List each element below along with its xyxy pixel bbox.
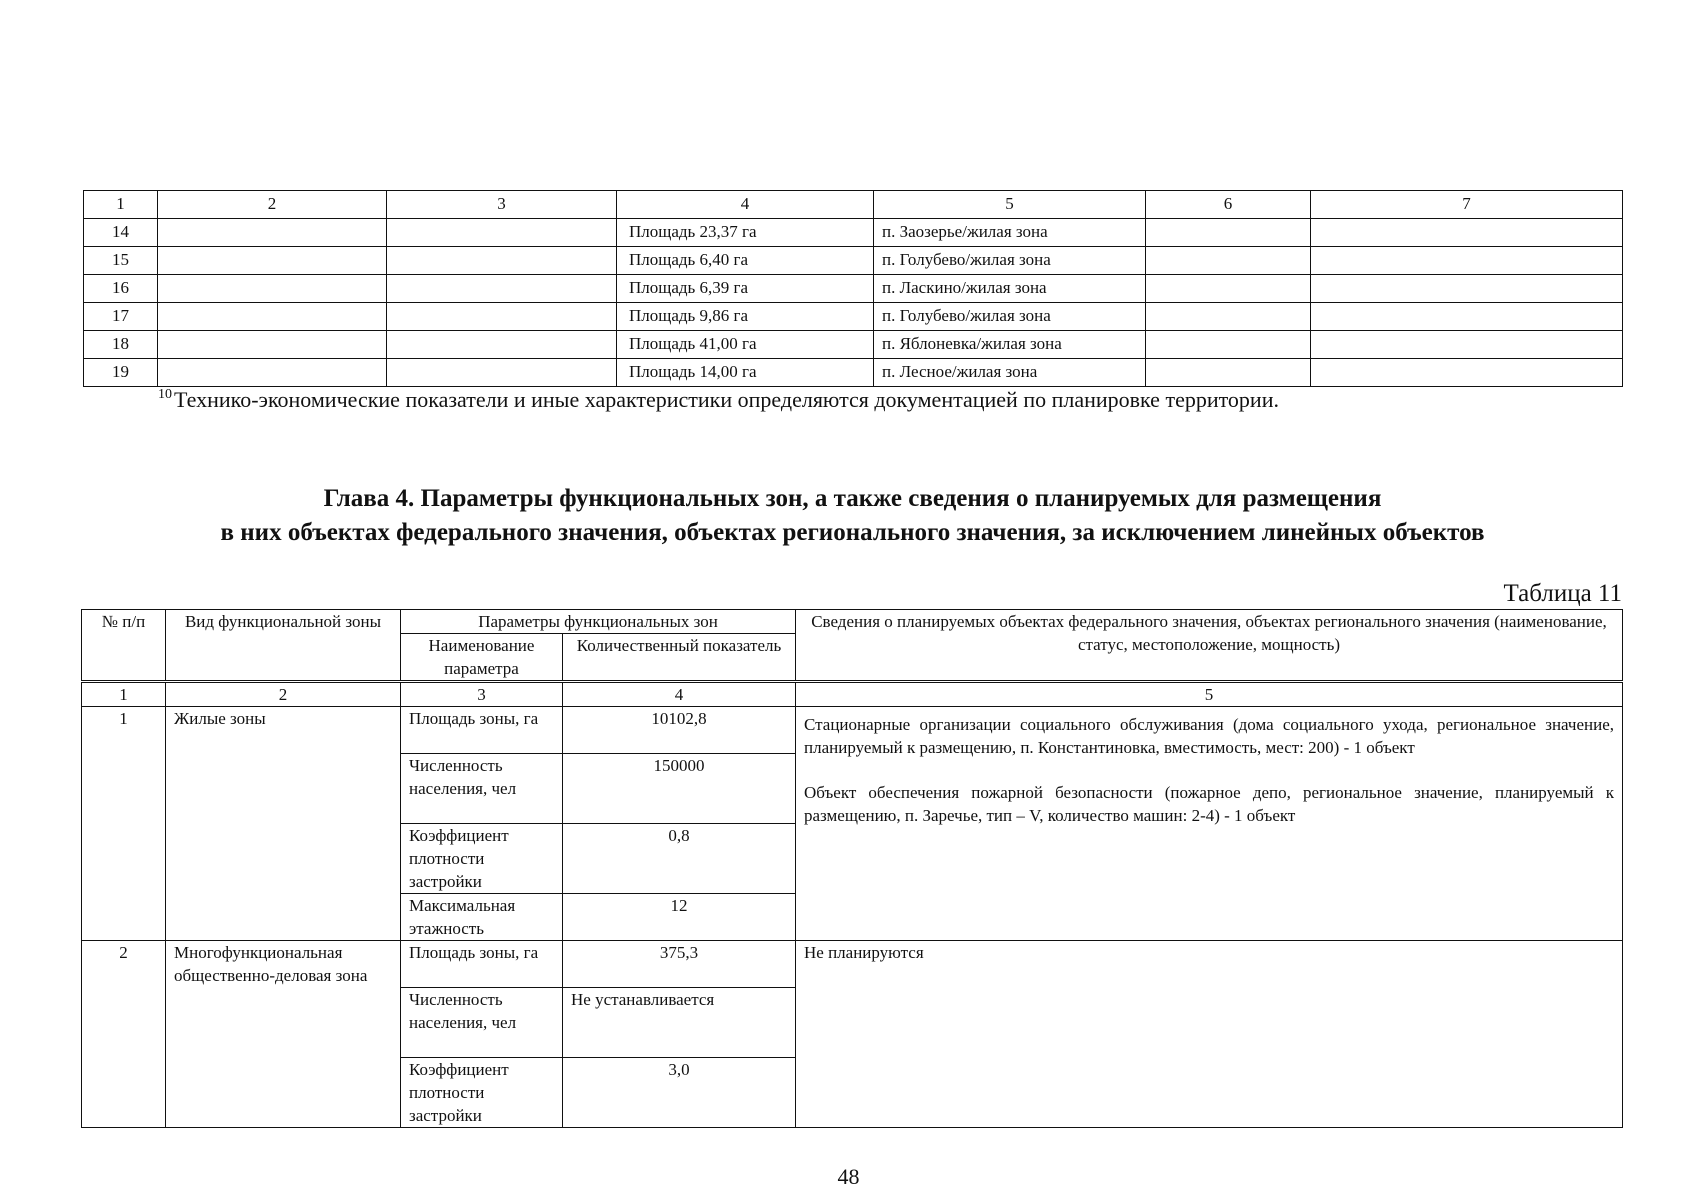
location-cell: п. Яблоневка/жилая зона <box>874 331 1146 359</box>
param-name: Площадь зоны, га <box>401 707 563 754</box>
param-value: 3,0 <box>563 1058 796 1128</box>
header-zone-type: Вид функциональной зоны <box>166 610 401 682</box>
col-number: 3 <box>401 682 563 707</box>
param-name: Максимальная этажность <box>401 894 563 941</box>
param-value: 0,8 <box>563 824 796 894</box>
area-cell: Площадь 41,00 га <box>617 331 874 359</box>
header-param-value: Количественный показатель <box>563 634 796 682</box>
table-row <box>84 219 1623 247</box>
area-cell: Площадь 6,39 га <box>617 275 874 303</box>
param-value: Не устанавливается <box>563 988 796 1058</box>
header-cell: 6 <box>1146 191 1311 219</box>
page-number: 48 <box>837 1164 860 1189</box>
col-number: 4 <box>563 682 796 707</box>
footnote-mark: 10 <box>158 387 172 402</box>
param-name: Численность населения, чел <box>401 988 563 1058</box>
header-num: № п/п <box>82 610 166 682</box>
planned-objects: Не планируются <box>796 941 1623 1128</box>
table-row <box>84 331 1623 359</box>
table-row <box>82 707 1623 754</box>
row-number: 19 <box>84 359 158 387</box>
chapter-heading-line1: Глава 4. Параметры функциональных зон, а также сведения о планируемых для размещения <box>323 485 1382 512</box>
zone-name: Многофункциональная общественно-деловая зона <box>166 941 401 1128</box>
zones-table <box>81 609 1623 1128</box>
header-cell: 7 <box>1311 191 1623 219</box>
chapter-heading <box>83 482 1622 550</box>
planned-object: Объект обеспечения пожарной безопасности (пожарное депо, региональное значение, планируемый к размещению, п. Заречье, тип – V, количество машин: 2-4) - 1 объект <box>804 783 1615 825</box>
header-cell: 5 <box>874 191 1146 219</box>
chapter-heading-line2: в них объектах федерального значения, объектах регионального значения, за исключением линейных объектов <box>220 519 1485 546</box>
row-number: 18 <box>84 331 158 359</box>
header-cell: 1 <box>84 191 158 219</box>
footnote <box>158 387 1279 413</box>
param-name: Коэффициент плотности застройки <box>401 1058 563 1128</box>
col-number: 5 <box>796 682 1623 707</box>
row-number: 16 <box>84 275 158 303</box>
continuation-table <box>83 190 1623 387</box>
table-row <box>82 941 1623 988</box>
row-number: 14 <box>84 219 158 247</box>
area-cell: Площадь 14,00 га <box>617 359 874 387</box>
location-cell: п. Заозерье/жилая зона <box>874 219 1146 247</box>
header-cell: 3 <box>387 191 617 219</box>
location-cell: п. Ласкино/жилая зона <box>874 275 1146 303</box>
param-name: Численность населения, чел <box>401 754 563 824</box>
param-value: 12 <box>563 894 796 941</box>
row-number: 17 <box>84 303 158 331</box>
table-row <box>84 275 1623 303</box>
col-number: 2 <box>166 682 401 707</box>
planned-objects <box>796 707 1623 941</box>
area-cell: Площадь 9,86 га <box>617 303 874 331</box>
param-value: 375,3 <box>563 941 796 988</box>
location-cell: п. Голубево/жилая зона <box>874 303 1146 331</box>
table-row <box>84 359 1623 387</box>
header-params: Параметры функциональных зон <box>401 610 796 634</box>
column-numbers-row <box>82 682 1623 707</box>
col-number: 1 <box>82 682 166 707</box>
row-number: 15 <box>84 247 158 275</box>
table-header-row <box>84 191 1623 219</box>
table-row <box>84 303 1623 331</box>
location-cell: п. Голубево/жилая зона <box>874 247 1146 275</box>
header-objects: Сведения о планируемых объектах федерального значения, объектах регионального значения (наименование, статус, местоположение, мощность) <box>796 610 1623 682</box>
param-name: Коэффициент плотности застройки <box>401 824 563 894</box>
header-param-name: Наименование параметра <box>401 634 563 682</box>
planned-object: Стационарные организации социального обслуживания (дома социального ухода, региональное значение, планируемый к размещению, п. Константиновка, вместимость, мест: 200) - 1 объект <box>804 715 1615 757</box>
zone-name: Жилые зоны <box>166 707 401 941</box>
footnote-text: Технико-экономические показатели и иные характеристики определяются документацией по планировке территории. <box>174 387 1279 412</box>
header-cell: 2 <box>158 191 387 219</box>
area-cell: Площадь 23,37 га <box>617 219 874 247</box>
table-row <box>84 247 1623 275</box>
param-name: Площадь зоны, га <box>401 941 563 988</box>
location-cell: п. Лесное/жилая зона <box>874 359 1146 387</box>
zone-number: 1 <box>82 707 166 941</box>
param-value: 10102,8 <box>563 707 796 754</box>
table-caption: Таблица 11 <box>1503 580 1622 607</box>
param-value: 150000 <box>563 754 796 824</box>
header-cell: 4 <box>617 191 874 219</box>
table-header-row <box>82 610 1623 634</box>
area-cell: Площадь 6,40 га <box>617 247 874 275</box>
zone-number: 2 <box>82 941 166 1128</box>
